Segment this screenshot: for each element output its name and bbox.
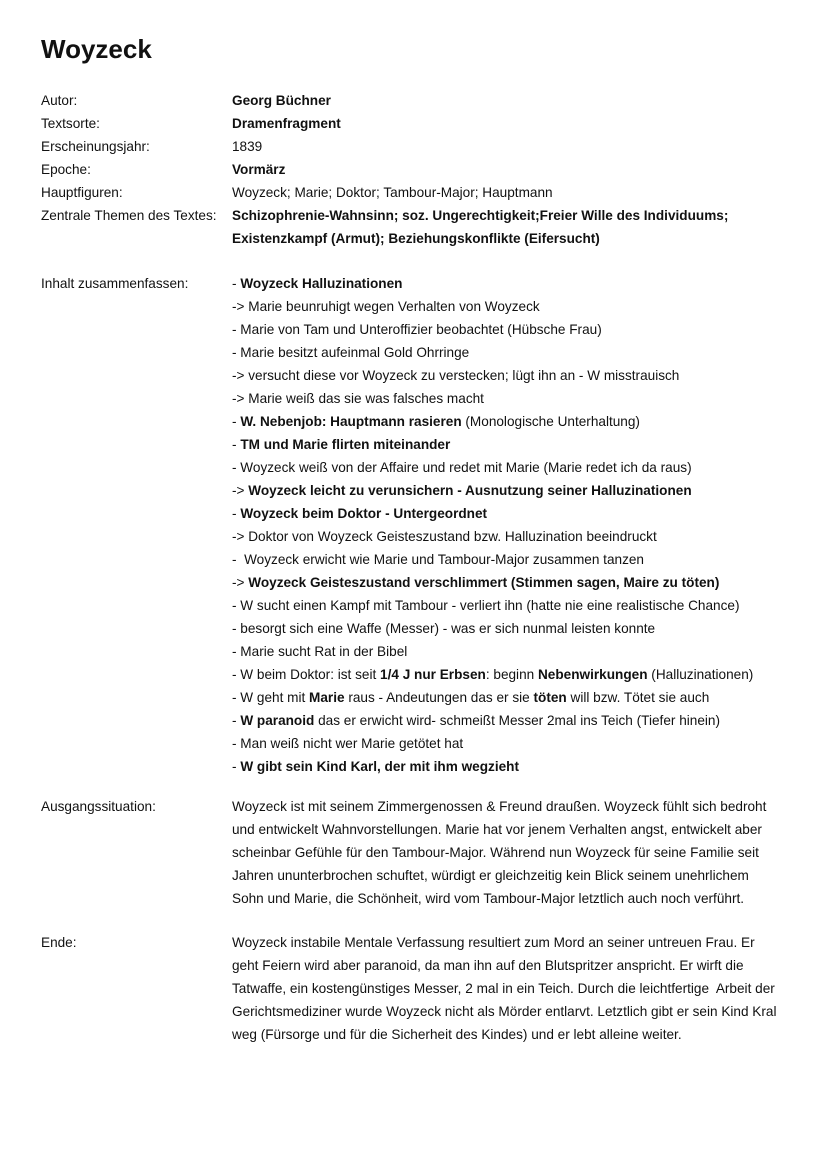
text-line bbox=[232, 227, 802, 250]
text: Woyzeck instabile Mentale Verfassung resultiert zum Mord an seiner untreuen Frau. Er bbox=[232, 935, 755, 950]
text: -> bbox=[232, 483, 249, 498]
text: - Marie besitzt aufeinmal Gold Ohrringe bbox=[232, 345, 470, 360]
text-line bbox=[232, 456, 802, 479]
text-line bbox=[232, 158, 802, 181]
text-line bbox=[232, 341, 802, 364]
bold-text: Georg Büchner bbox=[232, 93, 331, 108]
text: - W sucht einen Kampf mit Tambour - verliert ihn (hatte nie eine realistische Chance) bbox=[232, 598, 740, 613]
text: Tatwaffe, ein kostengünstiges Messer, 2 mal in ein Teich. Durch die leichtfertige Arbeit der bbox=[232, 981, 775, 996]
bold-text: W gibt sein Kind Karl, der mit ihm wegzieht bbox=[240, 759, 520, 774]
text: - W geht mit bbox=[232, 690, 310, 705]
text-line bbox=[232, 89, 802, 112]
text-line bbox=[232, 272, 802, 295]
bold-text: Marie bbox=[309, 690, 345, 705]
text-line bbox=[232, 204, 802, 227]
text: - bbox=[232, 414, 241, 429]
text-line bbox=[232, 502, 802, 525]
bold-text: TM und Marie flirten miteinander bbox=[240, 437, 451, 452]
text-line bbox=[232, 755, 802, 778]
text: Woyzeck ist mit seinem Zimmergenossen & Freund draußen. Woyzeck fühlt sich bedroht bbox=[232, 799, 767, 814]
main-characters-value bbox=[232, 181, 802, 204]
text: : beginn bbox=[485, 667, 538, 682]
text: raus - Andeutungen das er sie bbox=[344, 690, 534, 705]
text: -> bbox=[232, 575, 249, 590]
text-line bbox=[232, 1000, 802, 1023]
text-line bbox=[232, 841, 802, 864]
publication-year-value bbox=[232, 135, 802, 158]
text: - besorgt sich eine Waffe (Messer) - was er sich nunmal leisten konnte bbox=[232, 621, 656, 636]
bold-text: W paranoid bbox=[240, 713, 315, 728]
text: 1839 bbox=[232, 139, 263, 154]
text: - Man weiß nicht wer Marie getötet hat bbox=[232, 736, 464, 751]
text: - bbox=[232, 759, 241, 774]
text-line bbox=[232, 548, 802, 571]
text-line bbox=[232, 295, 802, 318]
epoch-label: Epoche: bbox=[41, 162, 91, 177]
text-line bbox=[232, 571, 802, 594]
text: -> versucht diese vor Woyzeck zu verstecken; lügt ihn an - W misstrauisch bbox=[232, 368, 680, 383]
text: - bbox=[232, 506, 241, 521]
text: - bbox=[232, 276, 241, 291]
text-line bbox=[232, 433, 802, 456]
bold-text: Schizophrenie-Wahnsinn; soz. Ungerechtigkeit;Freier Wille des Individuums; bbox=[232, 208, 729, 223]
bold-text: 1/4 J nur Erbsen bbox=[380, 667, 486, 682]
text: weg (Fürsorge und für die Sicherheit des Kindes) und er lebt alleine weiter. bbox=[232, 1027, 682, 1042]
text: - Woyzeck erwicht wie Marie und Tambour-Major zusammen tanzen bbox=[232, 552, 644, 567]
text-line bbox=[232, 135, 802, 158]
initial-situation-value bbox=[232, 795, 802, 910]
bold-text: Dramenfragment bbox=[232, 116, 341, 131]
text: - bbox=[232, 437, 241, 452]
text-line bbox=[232, 795, 802, 818]
page-title: Woyzeck bbox=[41, 34, 152, 64]
text: -> Doktor von Woyzeck Geisteszustand bzw. Halluzination beeindruckt bbox=[232, 529, 657, 544]
text-line bbox=[232, 364, 802, 387]
main-characters-label: Hauptfiguren: bbox=[41, 185, 123, 200]
text: das er erwicht wird- schmeißt Messer 2mal ins Teich (Tiefer hinein) bbox=[314, 713, 720, 728]
text-line bbox=[232, 318, 802, 341]
text-line bbox=[232, 663, 802, 686]
text: geht Feiern wird aber paranoid, da man ihn auf den Blutspritzer anspricht. Er wirft die bbox=[232, 958, 744, 973]
text: Sohn und Marie, die Schönheit, wird vom Tambour-Major letztlich auch noch verführt. bbox=[232, 891, 745, 906]
text: - bbox=[232, 713, 241, 728]
text-line bbox=[232, 864, 802, 887]
text: - W beim Doktor: ist seit bbox=[232, 667, 381, 682]
text-line bbox=[232, 525, 802, 548]
text: - Marie von Tam und Unteroffizier beobachtet (Hübsche Frau) bbox=[232, 322, 602, 337]
publication-year-label: Erscheinungsjahr: bbox=[41, 139, 150, 154]
author-label: Autor: bbox=[41, 93, 78, 108]
text-line bbox=[232, 686, 802, 709]
text-line bbox=[232, 732, 802, 755]
central-themes-label: Zentrale Themen des Textes: bbox=[41, 208, 217, 223]
text: will bzw. Tötet sie auch bbox=[566, 690, 710, 705]
bold-text: töten bbox=[533, 690, 567, 705]
text-line bbox=[232, 112, 802, 135]
text-line bbox=[232, 387, 802, 410]
ending-label: Ende: bbox=[41, 935, 77, 950]
text-line bbox=[232, 887, 802, 910]
bold-text: Woyzeck Geisteszustand verschlimmert (Stimmen sagen, Maire zu töten) bbox=[248, 575, 720, 590]
text-type-value bbox=[232, 112, 802, 135]
text-line bbox=[232, 410, 802, 433]
bold-text: Woyzeck beim Doktor - Untergeordnet bbox=[240, 506, 488, 521]
text: scheinbar Gefühle für den Tambour-Major. Während nun Woyzeck für seine Familie seit bbox=[232, 845, 759, 860]
text: - Marie sucht Rat in der Bibel bbox=[232, 644, 408, 659]
central-themes-value bbox=[232, 204, 802, 250]
bold-text: Vormärz bbox=[232, 162, 286, 177]
text: Jahren ununterbrochen schuftet, würdigt er gleichzeitig kein Blick seinem unehrlichem bbox=[232, 868, 749, 883]
author-value bbox=[232, 89, 802, 112]
text: - Woyzeck weiß von der Affaire und redet mit Marie (Marie redet ich da raus) bbox=[232, 460, 692, 475]
bold-text: W. Nebenjob: Hauptmann rasieren bbox=[240, 414, 462, 429]
text-line bbox=[232, 594, 802, 617]
text-line bbox=[232, 709, 802, 732]
bold-text: Woyzeck leicht zu verunsichern - Ausnutzung seiner Halluzinationen bbox=[248, 483, 692, 498]
summary-value bbox=[232, 272, 802, 778]
text-line bbox=[232, 954, 802, 977]
text-line bbox=[232, 640, 802, 663]
text: (Monologische Unterhaltung) bbox=[461, 414, 640, 429]
text-line bbox=[232, 617, 802, 640]
epoch-value bbox=[232, 158, 802, 181]
text: -> Marie beunruhigt wegen Verhalten von Woyzeck bbox=[232, 299, 540, 314]
text-line bbox=[232, 931, 802, 954]
bold-text: Existenzkampf (Armut); Beziehungskonflikte (Eifersucht) bbox=[232, 231, 600, 246]
text: Woyzeck; Marie; Doktor; Tambour-Major; Hauptmann bbox=[232, 185, 553, 200]
text-line bbox=[232, 1023, 802, 1046]
text-type-label: Textsorte: bbox=[41, 116, 100, 131]
text-line bbox=[232, 818, 802, 841]
bold-text: Nebenwirkungen bbox=[537, 667, 648, 682]
bold-text: Woyzeck Halluzinationen bbox=[240, 276, 403, 291]
text-line bbox=[232, 977, 802, 1000]
text: (Halluzinationen) bbox=[647, 667, 754, 682]
text: -> Marie weiß das sie was falsches macht bbox=[232, 391, 484, 406]
text: und entwickelt Wahnvorstellungen. Marie hat vor jenem Verhalten angst, entwickelt aber bbox=[232, 822, 762, 837]
text: Gerichtsmediziner wurde Woyzeck nicht als Mörder entlarvt. Letztlich gibt er sein Kind Kral bbox=[232, 1004, 777, 1019]
text-line bbox=[232, 479, 802, 502]
ending-value bbox=[232, 931, 802, 1046]
summary-label: Inhalt zusammenfassen: bbox=[41, 276, 189, 291]
text-line bbox=[232, 181, 802, 204]
initial-situation-label: Ausgangssituation: bbox=[41, 799, 156, 814]
